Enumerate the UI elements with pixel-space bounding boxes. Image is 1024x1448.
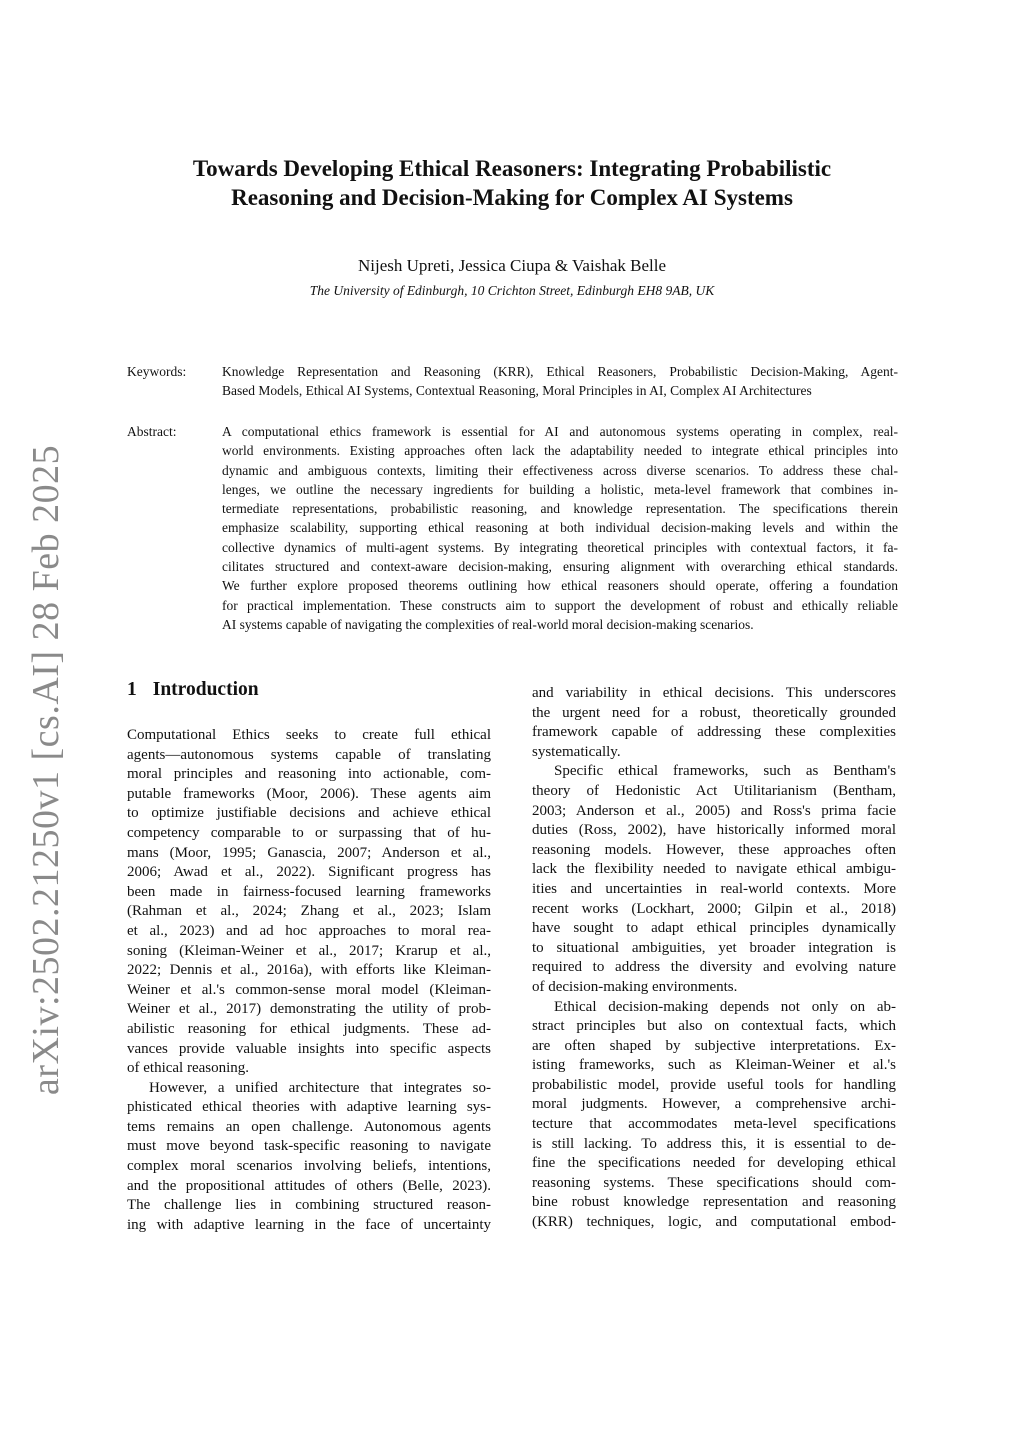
abstract-line: lenges, we outline the necessary ingredients for building a holistic, meta-level framework that combines in-: [222, 481, 898, 497]
body-line: fine the specifications needed for developing ethical: [532, 1155, 896, 1172]
body-line: soning (Kleiman-Weiner et al., 2017; Krarup et al.,: [127, 942, 491, 959]
abstract-line: collective dynamics of multi-agent systems. By integrating theoretical principles with contextual factors, it fa-: [222, 539, 898, 555]
body-line: been made in fairness-focused learning frameworks: [127, 883, 491, 900]
body-line: to situational ambiguities, yet broader integration is: [532, 939, 896, 956]
body-line: 2022; Dennis et al., 2016a), with efforts like Kleiman-: [127, 962, 491, 979]
body-line: abilistic reasoning for ethical judgments. These ad-: [127, 1020, 491, 1037]
keywords-line: Knowledge Representation and Reasoning (KRR), Ethical Reasoners, Probabilistic Decision-Making, Agent-: [222, 364, 898, 379]
arxiv-identifier-stamp: arXiv:2502.21250v1 [cs.AI] 28 Feb 2025: [25, 444, 67, 1096]
body-line: isting frameworks, such as Kleiman-Weiner et al.'s: [532, 1057, 896, 1074]
body-line: must move beyond task-specific reasoning to navigate: [127, 1138, 491, 1155]
body-line: to optimize justifiable decisions and achieve ethical: [127, 805, 491, 822]
abstract-line: world environments. Existing approaches often lack the adaptability needed to integrate ethical principles into: [222, 443, 898, 459]
body-line: required to address the diversity and evolving nature: [532, 959, 896, 976]
author-affiliation: The University of Edinburgh, 10 Crichton Street, Edinburgh EH8 9AB, UK: [309, 283, 715, 298]
body-line: reasoning models. However, these approaches often: [532, 841, 896, 858]
abstract-line: for practical implementation. These constructs aim to support the development of robust and ethically reliable: [222, 597, 898, 613]
body-line: theory of Hedonistic Act Utilitarianism (Bentham,: [532, 782, 896, 799]
body-line: duties (Ross, 2002), have historically informed moral: [532, 822, 896, 839]
abstract-line: termediate representations, probabilistic reasoning, and knowledge representation. The specifications therein: [222, 501, 898, 517]
section-title: Introduction: [152, 679, 259, 700]
body-line: stract principles but also on contextual facts, which: [532, 1018, 896, 1035]
left-column: [127, 726, 491, 1235]
body-line: However, a unified architecture that integrates so-: [149, 1079, 491, 1096]
section-heading-introduction: [127, 679, 259, 701]
body-line: tecture that accommodates meta-level specifications: [532, 1116, 896, 1133]
abstract-text: [222, 422, 898, 634]
body-line: agents—autonomous systems capable of translating: [127, 746, 491, 763]
body-line: of ethical reasoning.: [127, 1060, 250, 1077]
body-line: systematically.: [532, 743, 621, 760]
body-line: lack the flexibility needed to navigate ethical ambigu-: [532, 861, 896, 878]
body-line: The challenge lies in combining structured reason-: [127, 1197, 491, 1214]
body-line: probabilistic model, provide useful tools for handling: [532, 1076, 896, 1093]
keywords-line: Based Models, Ethical AI Systems, Contextual Reasoning, Moral Principles in AI, Complex AI Architectures: [222, 383, 812, 399]
abstract-line: A computational ethics framework is essential for AI and autonomous systems operating in complex, real-: [222, 424, 898, 439]
body-line: Ethical decision-making depends not only on ab-: [554, 998, 896, 1015]
body-line: moral judgments. However, a comprehensive archi-: [532, 1096, 896, 1113]
body-line: (Rahman et al., 2024; Zhang et al., 2023; Islam: [127, 903, 491, 920]
body-line: competency comparable to or surpassing that of hu-: [127, 824, 491, 841]
body-line: the urgent need for a robust, theoretically grounded: [532, 704, 896, 721]
body-line: Specific ethical frameworks, such as Bentham's: [554, 763, 896, 780]
keywords-text: [222, 362, 898, 401]
author-list: Nijesh Upreti, Jessica Ciupa & Vaishak Belle: [358, 256, 666, 275]
body-line: (KRR) techniques, logic, and computational embod-: [532, 1214, 896, 1231]
body-line: tems remains an open challenge. Autonomous agents: [127, 1118, 491, 1135]
body-line: framework capable of addressing these complexities: [532, 724, 896, 741]
paper-title: [0, 154, 1024, 212]
abstract-line: We further explore proposed theorems outlining how ethical reasoners should operate, offering a foundation: [222, 578, 898, 594]
body-line: ing with adaptive learning in the face of uncertainty: [127, 1216, 491, 1233]
body-line: vances provide valuable insights into specific aspects: [127, 1040, 491, 1057]
body-line: Computational Ethics seeks to create full ethical: [127, 727, 491, 743]
keywords-label: Keywords:: [127, 364, 187, 379]
body-line: mans (Moor, 1995; Ganascia, 2007; Anderson et al.,: [127, 844, 491, 861]
body-line: recent works (Lockhart, 2000; Gilpin et al., 2018): [532, 900, 896, 917]
abstract-line: dynamic and ambiguous contexts, limiting their effectiveness across diverse scenarios. To address these chal-: [222, 462, 898, 478]
abstract-line: AI systems capable of navigating the complexities of real-world moral decision-making scenarios.: [222, 616, 754, 632]
title-line: Towards Developing Ethical Reasoners: Integrating Probabilistic: [192, 156, 832, 181]
body-line: and the propositional attitudes of others (Belle, 2023).: [127, 1177, 491, 1194]
body-line: are often shaped by subjective interpretations. Ex-: [532, 1037, 896, 1054]
body-line: bine robust knowledge representation and reasoning: [532, 1194, 896, 1211]
abstract-line: cilitates structured and context-aware decision-making, ensuring alignment with overarching ethical standards.: [222, 559, 898, 575]
abstract-line: emphasize scalability, supporting ethical reasoning at both individual decision-making levels and within the: [222, 520, 898, 536]
body-line: 2003; Anderson et al., 2005) and Ross's prima facie: [532, 802, 896, 819]
title-line: Reasoning and Decision-Making for Complex AI Systems: [231, 185, 793, 210]
body-line: et al., 2023) and ad hoc approaches to moral rea-: [127, 922, 491, 939]
body-line: complex moral scenarios involving beliefs, intentions,: [127, 1158, 491, 1175]
body-line: and variability in ethical decisions. This underscores: [532, 685, 896, 701]
body-line: of decision-making environments.: [532, 978, 738, 995]
body-line: is still lacking. To address this, it is essential to de-: [532, 1135, 896, 1152]
right-column: [532, 684, 896, 1233]
body-line: putable frameworks (Moor, 2006). These agents aim: [127, 785, 491, 802]
body-line: moral principles and reasoning into actionable, com-: [127, 766, 491, 783]
body-line: Weiner et al.'s common-sense moral model (Kleiman-: [127, 981, 491, 998]
body-line: ities and uncertainties in real-world contexts. More: [532, 880, 896, 897]
body-line: Weiner et al., 2017) demonstrating the utility of prob-: [127, 1001, 491, 1018]
body-line: phisticated ethical theories with adaptive learning sys-: [127, 1099, 491, 1116]
abstract-label: Abstract:: [127, 424, 177, 439]
body-line: reasoning systems. These specifications should com-: [532, 1174, 896, 1191]
body-line: have sought to adapt ethical principles dynamically: [532, 920, 896, 937]
section-number: 1: [127, 679, 137, 700]
body-line: 2006; Awad et al., 2022). Significant progress has: [127, 864, 491, 881]
